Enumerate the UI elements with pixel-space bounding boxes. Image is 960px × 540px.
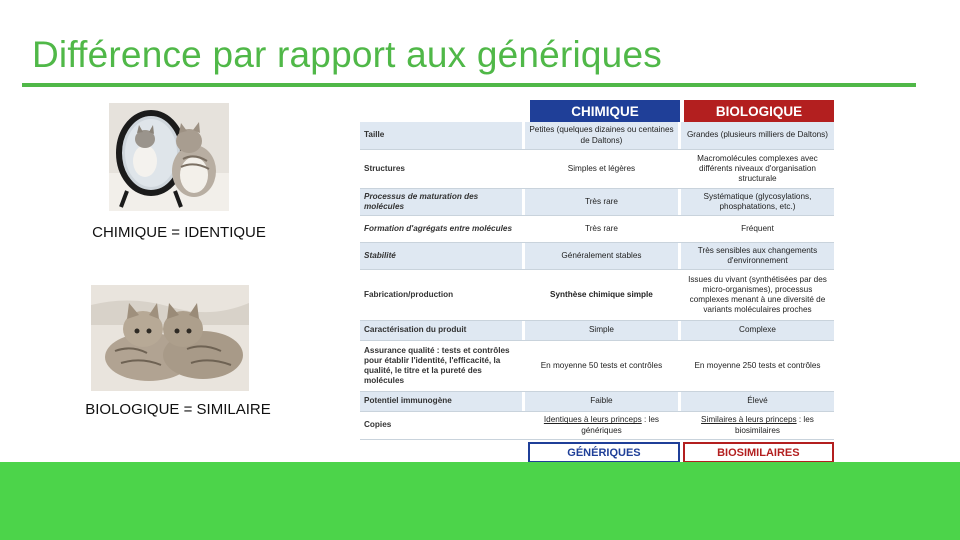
comparison-table (360, 100, 834, 463)
row-label: Formation d'agrégats entre molécules (360, 216, 522, 242)
cell-chimique: Très rare (525, 216, 678, 242)
table-row (360, 189, 834, 216)
caption-biologique-similaire: BIOLOGIQUE = SIMILAIRE (85, 401, 271, 418)
copies-biologique-rest: : les biosimilaires (734, 415, 814, 435)
cell-biologique: Très sensibles aux changements d'environnement (681, 243, 834, 269)
cell-chimique: Simple (525, 321, 678, 340)
row-label: Processus de maturation des molécules (360, 189, 522, 215)
footer-band (0, 462, 960, 540)
copies-chimique-underlined: Identiques à leurs princeps (543, 415, 642, 425)
cell-biologique: Systématique (glycosylations, phosphatations, etc.) (681, 189, 834, 215)
cell-biologique: Macromolécules complexes avec différents niveaux d'organisation structurale (681, 150, 834, 188)
row-label: Taille (360, 122, 522, 149)
cell-chimique: Très rare (525, 189, 678, 215)
cell-biologique: Issues du vivant (synthétisées par des micro-organismes), processus complexes menant à une diversité de variants moléculaires proches (681, 270, 834, 320)
table-row (360, 150, 834, 189)
copies-biologique-underlined: Similaires à leurs princeps (701, 415, 797, 425)
cell-chimique: Faible (525, 392, 678, 411)
table-header-row (360, 100, 834, 122)
footer-biosimilaires: BIOSIMILAIRES (683, 442, 834, 463)
table-row (360, 270, 834, 321)
table-row (360, 243, 834, 270)
cell-biologique (681, 412, 834, 439)
table-row (360, 341, 834, 392)
row-label: Fabrication/production (360, 270, 522, 320)
table-footer-row (360, 442, 834, 463)
row-label: Stabilité (360, 243, 522, 269)
cell-biologique: En moyenne 250 tests et contrôles (681, 341, 834, 391)
cell-chimique: Synthèse chimique simple (525, 270, 678, 320)
cell-chimique: Simples et légères (525, 150, 678, 188)
slide-title: Différence par rapport aux génériques (32, 34, 662, 75)
footer-generiques: GÉNÉRIQUES (528, 442, 679, 463)
cell-chimique: Généralement stables (525, 243, 678, 269)
table-row (360, 321, 834, 341)
table-row (360, 216, 834, 243)
caption-chimique-identique: CHIMIQUE = IDENTIQUE (92, 224, 266, 241)
cell-biologique: Élevé (681, 392, 834, 411)
cell-biologique: Grandes (plusieurs milliers de Daltons) (681, 122, 834, 149)
title-underline (22, 83, 916, 87)
row-label: Copies (360, 412, 522, 439)
two-kittens-photo (91, 285, 249, 391)
cell-biologique: Fréquent (681, 216, 834, 242)
cats-mirror-photo (109, 103, 229, 211)
copies-chimique-rest: : les génériques (581, 415, 660, 435)
row-label: Potentiel immunogène (360, 392, 522, 411)
table-row (360, 392, 834, 412)
cell-biologique: Complexe (681, 321, 834, 340)
row-label: Caractérisation du produit (360, 321, 522, 340)
row-label: Assurance qualité : tests et contrôles pour établir l'identité, l'efficacité, la qualité, le titre et la pureté des molécules (360, 341, 522, 391)
row-label: Structures (360, 150, 522, 188)
cell-chimique: En moyenne 50 tests et contrôles (525, 341, 678, 391)
header-chimique: CHIMIQUE (530, 100, 680, 122)
cell-chimique (525, 412, 678, 439)
table-row (360, 122, 834, 150)
header-biologique: BIOLOGIQUE (684, 100, 834, 122)
table-row (360, 412, 834, 440)
cell-chimique: Petites (quelques dizaines ou centaines de Daltons) (525, 122, 678, 149)
